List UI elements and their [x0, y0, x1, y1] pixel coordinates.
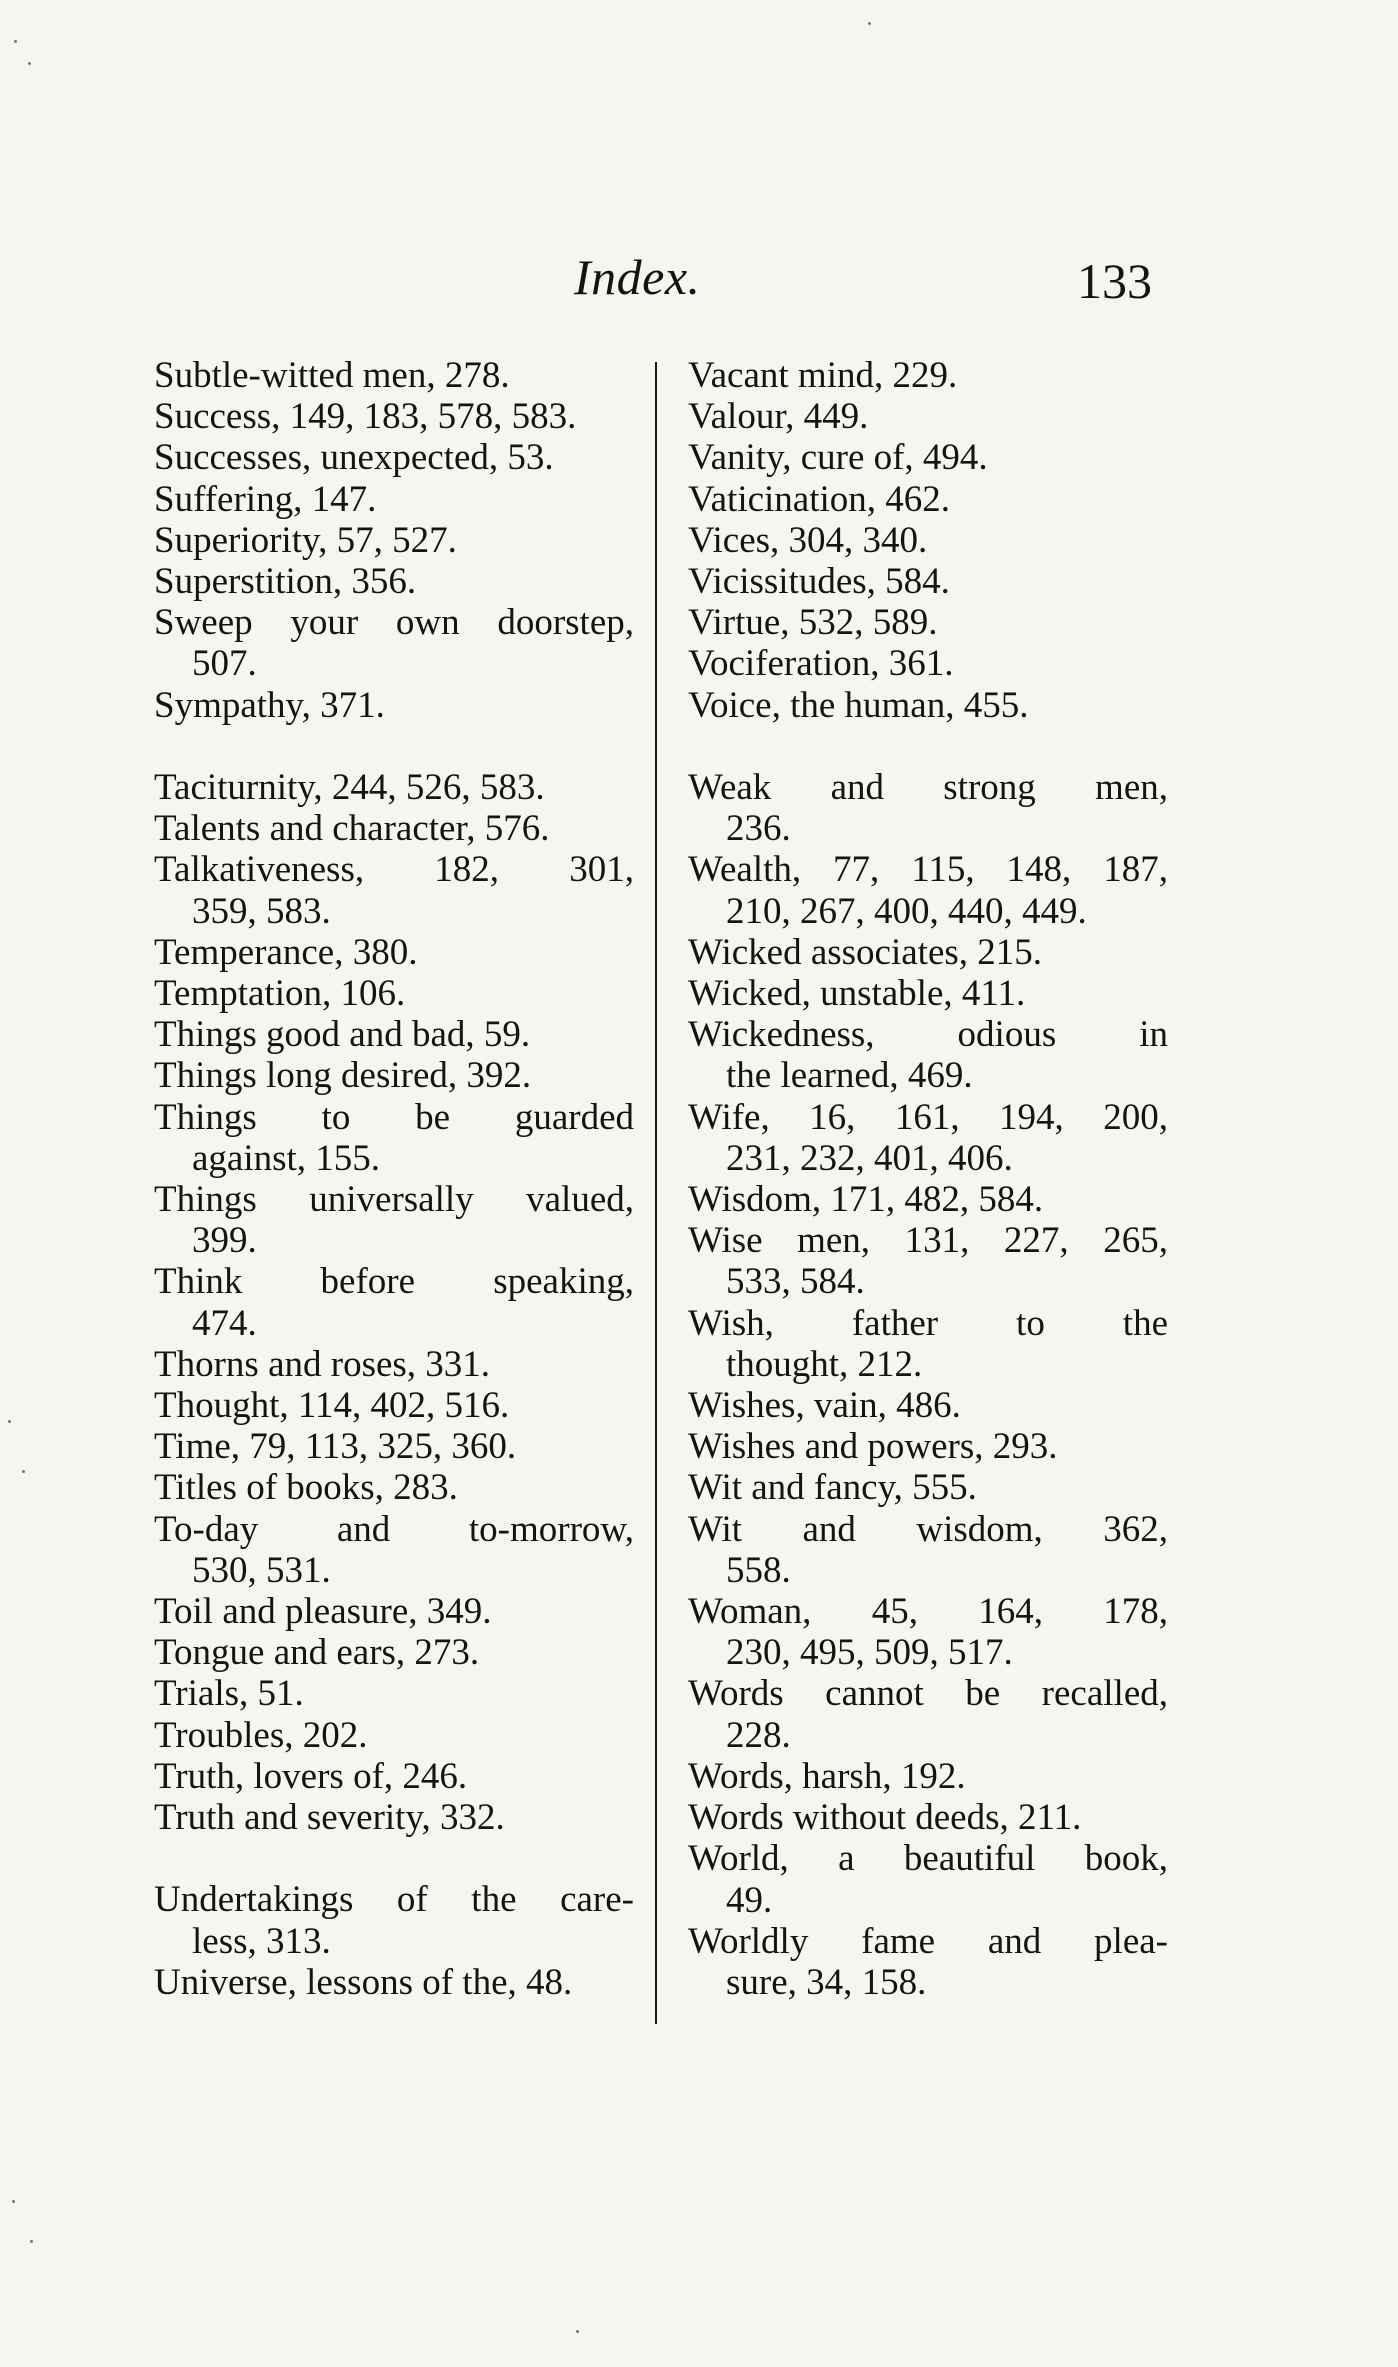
index-entry: [154, 561, 634, 602]
index-entry-line: Things long desired, 392.: [154, 1055, 532, 1097]
index-entry: [688, 1014, 1168, 1096]
index-entry: [154, 973, 634, 1014]
index-entry-line: Vicissitudes, 584.: [688, 561, 950, 603]
index-entry: [688, 932, 1168, 973]
index-entry-continuation: 236.: [726, 808, 791, 850]
paper-speck: [22, 1470, 25, 1473]
index-entry-line: Vaticination, 462.: [688, 478, 951, 520]
index-entry-line: Superiority, 57, 527.: [154, 519, 457, 561]
index-entry-line: Vociferation, 361.: [688, 643, 954, 685]
index-entry-line: Wishes and powers, 293.: [688, 1426, 1058, 1468]
paper-speck: [576, 2330, 579, 2333]
index-entry: [154, 1879, 634, 1961]
index-entry: [688, 1220, 1168, 1302]
index-entry: [688, 1385, 1168, 1426]
index-entry-line: Tongue and ears, 273.: [154, 1632, 480, 1674]
index-entry-line: Sympathy, 371.: [154, 684, 385, 726]
index-entry-continuation: 231, 232, 401, 406.: [726, 1137, 1013, 1179]
index-entry: [688, 479, 1168, 520]
index-entry: [154, 1756, 634, 1797]
paper-speck: [14, 40, 17, 43]
index-entry-line: Superstition, 356.: [154, 561, 417, 603]
index-entry-line: Success, 149, 183, 578, 583.: [154, 396, 577, 438]
index-entry: [154, 1344, 634, 1385]
index-entry: [688, 1509, 1168, 1591]
index-entry-line: Vices, 304, 340.: [688, 519, 928, 561]
index-entry-continuation: 530, 531.: [192, 1549, 331, 1591]
index-entry: [688, 767, 1168, 849]
running-head-title: Index.: [574, 249, 701, 305]
index-entry-continuation: 507.: [192, 643, 257, 685]
index-entry-line: Thorns and roses, 331.: [154, 1343, 491, 1385]
paper-speck: [28, 62, 31, 65]
index-entry: [688, 1838, 1168, 1920]
index-entry-line: Temperance, 380.: [154, 931, 418, 973]
index-entry-continuation: sure, 34, 158.: [726, 1961, 927, 2003]
index-entry-line: Things to be guarded: [154, 1096, 634, 1138]
index-entry-line: Truth and severity, 332.: [154, 1797, 505, 1839]
index-entry-line: World, a beautiful book,: [688, 1838, 1168, 1880]
index-entry-continuation: the learned, 469.: [726, 1055, 973, 1097]
index-entry: [154, 1715, 634, 1756]
index-entry: [154, 685, 634, 726]
index-entry-line: Weak and strong men,: [688, 767, 1168, 809]
index-entry-line: Wisdom, 171, 482, 584.: [688, 1179, 1044, 1221]
index-entry-line: Valour, 449.: [688, 396, 869, 438]
index-entry-line: Toil and pleasure, 349.: [154, 1591, 492, 1633]
index-entry-line: Vanity, cure of, 494.: [688, 437, 988, 479]
index-entry: [154, 1509, 634, 1591]
index-entry: [154, 355, 634, 396]
index-entry-line: Temptation, 106.: [154, 973, 406, 1015]
index-entry: [688, 1797, 1168, 1838]
index-entry-line: Wicked, unstable, 411.: [688, 973, 1026, 1015]
index-entry-line: Undertakings of the care-: [154, 1879, 634, 1921]
index-letter-group: [688, 355, 1168, 726]
paper-speck: [8, 1420, 11, 1423]
index-entry-continuation: 399.: [192, 1220, 257, 1262]
index-entry: [688, 1756, 1168, 1797]
index-entry: [688, 437, 1168, 478]
paper-speck: [30, 2240, 33, 2243]
index-entry-line: To-day and to-morrow,: [154, 1508, 634, 1550]
index-entry-line: Troubles, 202.: [154, 1714, 368, 1756]
index-entry: [688, 1303, 1168, 1385]
index-entry: [154, 1591, 634, 1632]
index-entry-continuation: 228.: [726, 1714, 791, 1756]
index-entry: [154, 520, 634, 561]
index-entry-line: Worldly fame and plea-: [688, 1920, 1168, 1962]
index-entry-line: Wickedness, odious in: [688, 1014, 1168, 1056]
index-entry-line: Words, harsh, 192.: [688, 1755, 966, 1797]
index-entry-line: Think before speaking,: [154, 1261, 634, 1303]
index-entry: [688, 602, 1168, 643]
index-entry-line: Woman, 45, 164, 178,: [688, 1591, 1168, 1633]
index-entry: [688, 1591, 1168, 1673]
index-entry-line: Virtue, 532, 589.: [688, 602, 938, 644]
index-entry: [688, 355, 1168, 396]
index-entry: [688, 1179, 1168, 1220]
index-entry-line: Voice, the human, 455.: [688, 684, 1029, 726]
index-entry: [154, 1261, 634, 1343]
index-entry-line: Words cannot be recalled,: [688, 1673, 1168, 1715]
index-entry-continuation: 49.: [726, 1879, 773, 1921]
index-entry: [688, 396, 1168, 437]
page-number: 133: [1077, 253, 1152, 309]
index-entry: [154, 1055, 634, 1096]
index-entry: [154, 1673, 634, 1714]
index-entry-line: Taciturnity, 244, 526, 583.: [154, 767, 545, 809]
index-entry: [154, 1385, 634, 1426]
index-entry: [154, 849, 634, 931]
index-letter-group: [154, 355, 634, 726]
index-entry: [154, 1097, 634, 1179]
index-entry-line: Wicked associates, 215.: [688, 931, 1043, 973]
index-entry-continuation: 558.: [726, 1549, 791, 1591]
index-entry-line: Things good and bad, 59.: [154, 1014, 531, 1056]
index-entry: [154, 767, 634, 808]
index-entry-line: Wit and wisdom, 362,: [688, 1508, 1168, 1550]
index-column-right: [688, 355, 1168, 2003]
index-entry: [154, 602, 634, 684]
index-entry-line: Truth, lovers of, 246.: [154, 1755, 468, 1797]
index-letter-group: [154, 767, 634, 1838]
index-entry-line: Sweep your own doorstep,: [154, 602, 634, 644]
index-entry-line: Time, 79, 113, 325, 360.: [154, 1426, 517, 1468]
index-entry: [154, 932, 634, 973]
index-entry-line: Wishes, vain, 486.: [688, 1385, 961, 1427]
index-entry-line: Talents and character, 576.: [154, 808, 550, 850]
index-entry-line: Thought, 114, 402, 516.: [154, 1385, 510, 1427]
index-entry: [154, 1632, 634, 1673]
index-entry: [688, 1467, 1168, 1508]
index-entry: [154, 1179, 634, 1261]
index-entry: [154, 479, 634, 520]
paper-speck: [12, 2200, 15, 2203]
index-entry: [688, 849, 1168, 931]
index-entry: [154, 1014, 634, 1055]
index-entry-line: Wife, 16, 161, 194, 200,: [688, 1096, 1168, 1138]
index-entry-line: Wealth, 77, 115, 148, 187,: [688, 849, 1168, 891]
index-entry-line: Successes, unexpected, 53.: [154, 437, 554, 479]
index-entry-continuation: 474.: [192, 1302, 257, 1344]
index-entry-line: Trials, 51.: [154, 1673, 304, 1715]
index-entry-line: Vacant mind, 229.: [688, 355, 958, 396]
index-entry: [688, 973, 1168, 1014]
index-entry-continuation: thought, 212.: [726, 1343, 923, 1385]
index-entry-continuation: against, 155.: [192, 1137, 381, 1179]
index-entry-continuation: 359, 583.: [192, 890, 331, 932]
column-divider-rule: [655, 362, 657, 2024]
index-entry-line: Wish, father to the: [688, 1302, 1168, 1344]
index-entry-line: Suffering, 147.: [154, 478, 377, 520]
index-letter-group: [154, 1879, 634, 2003]
index-entry-line: Wit and fancy, 555.: [688, 1467, 977, 1509]
index-entry-continuation: less, 313.: [192, 1920, 331, 1962]
index-entry-line: Wise men, 131, 227, 265,: [688, 1220, 1168, 1262]
index-entry: [688, 685, 1168, 726]
index-entry: [688, 1097, 1168, 1179]
index-entry: [688, 520, 1168, 561]
index-entry: [154, 1426, 634, 1467]
index-entry-continuation: 533, 584.: [726, 1261, 865, 1303]
index-entry: [688, 561, 1168, 602]
index-letter-group: [688, 767, 1168, 2003]
index-entry: [154, 437, 634, 478]
index-entry-line: Things universally valued,: [154, 1179, 634, 1221]
index-entry-line: Words without deeds, 211.: [688, 1797, 1082, 1839]
index-entry: [154, 1467, 634, 1508]
index-entry: [154, 1797, 634, 1838]
index-entry: [154, 396, 634, 437]
index-column-left: [154, 355, 634, 2003]
index-entry: [154, 1962, 634, 2003]
index-entry: [688, 1673, 1168, 1755]
index-entry-continuation: 230, 495, 509, 517.: [726, 1632, 1013, 1674]
index-entry-line: Universe, lessons of the, 48.: [154, 1961, 573, 2003]
index-entry: [688, 1426, 1168, 1467]
index-entry-line: Talkativeness, 182, 301,: [154, 849, 634, 891]
paper-speck: [868, 22, 871, 25]
index-entry: [688, 1921, 1168, 2003]
index-entry-line: Titles of books, 283.: [154, 1467, 458, 1509]
index-entry-line: Subtle-witted men, 278.: [154, 355, 510, 396]
index-entry: [154, 808, 634, 849]
index-entry-continuation: 210, 267, 400, 440, 449.: [726, 890, 1087, 932]
index-entry: [688, 643, 1168, 684]
